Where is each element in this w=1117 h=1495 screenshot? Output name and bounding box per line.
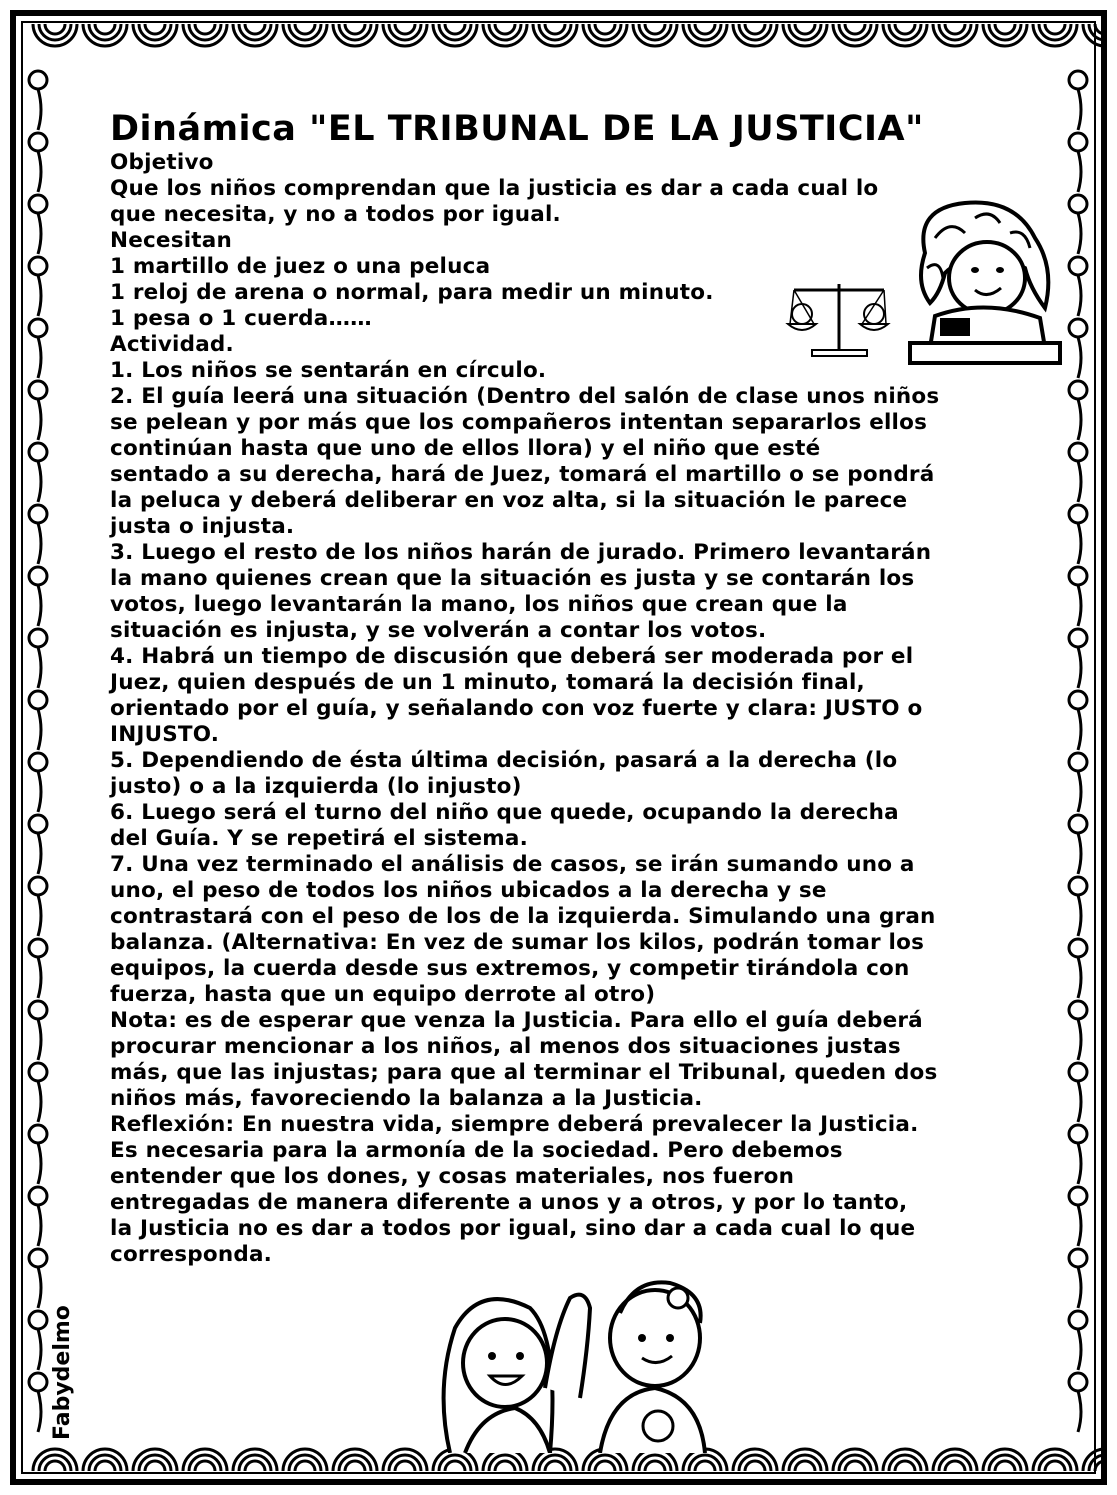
scallop-arc (1045, 24, 1065, 34)
text-line: justa o injusta. (110, 514, 295, 539)
curl-ornament (29, 1311, 47, 1329)
curl-border-left (29, 71, 47, 1432)
text-line: Actividad. (110, 332, 234, 357)
curl-ornament (29, 257, 47, 275)
curl-stem (38, 957, 41, 998)
text-line: Objetivo (110, 150, 214, 175)
curl-ornament (1069, 939, 1087, 957)
curl-border-right (1069, 71, 1087, 1432)
scallop-arc (545, 24, 565, 34)
scallop-arc (145, 24, 165, 34)
curl-ornament (1069, 877, 1087, 895)
curl-stem (1078, 585, 1081, 626)
curl-stem (38, 833, 41, 874)
curl-ornament (1069, 319, 1087, 337)
curl-ornament (1069, 133, 1087, 151)
text-line: votos, luego levantarán la mano, los niños que crean que la (110, 592, 848, 617)
curl-stem (38, 523, 41, 564)
text-line: niños más, favoreciendo la balanza a la Justicia. (110, 1086, 703, 1111)
text-line: Es necesaria para la armonía de la sociedad. Pero debemos (110, 1138, 843, 1163)
text-line: se pelean y por más que los compañeros intentan separarlos ellos (110, 410, 928, 435)
scallop-arc (745, 24, 765, 34)
curl-ornament (1069, 195, 1087, 213)
curl-ornament (29, 1125, 47, 1143)
scallop-arc (845, 24, 865, 34)
curl-stem (1078, 399, 1081, 440)
curl-stem (1078, 337, 1081, 378)
curl-ornament (1069, 567, 1087, 585)
text-line: 2. El guía leerá una situación (Dentro del salón de clase unos niños (110, 384, 940, 409)
text-line: situación es injusta, y se volverán a contar los votos. (110, 618, 767, 643)
scallop-arc (895, 1461, 915, 1471)
text-line: sentado a su derecha, hará de Juez, tomará el martillo o se pondrá (110, 462, 935, 487)
text-line: orientado por el guía, y señalando con voz fuerte y clara: JUSTO o (110, 696, 923, 721)
curl-stem (1078, 957, 1081, 998)
curl-ornament (1069, 505, 1087, 523)
scallop-arc (195, 24, 215, 34)
curl-stem (1078, 1019, 1081, 1060)
curl-ornament (29, 1001, 47, 1019)
scallop-arc (495, 24, 515, 34)
curl-ornament (1069, 1373, 1087, 1391)
curl-ornament (1069, 629, 1087, 647)
curl-stem (1078, 1267, 1081, 1308)
scallop-arc (145, 1461, 165, 1471)
scallop-arc (945, 1461, 965, 1471)
text-line: 1. Los niños se sentarán en círculo. (110, 358, 547, 383)
scallop-arc (995, 1461, 1015, 1471)
scallop-arc (245, 24, 265, 34)
curl-stem (1078, 1143, 1081, 1184)
children-high-five-illustration (420, 1268, 720, 1453)
curl-ornament (29, 443, 47, 461)
curl-ornament (1069, 443, 1087, 461)
curl-stem (1078, 213, 1081, 254)
text-line: balanza. (Alternativa: En vez de sumar los kilos, podrán tomar los (110, 930, 925, 955)
text-line: 1 reloj de arena o normal, para medir un minuto. (110, 280, 714, 305)
text-line: la Justicia no es dar a todos por igual, sino dar a cada cual lo que (110, 1216, 916, 1241)
scallop-arc (45, 24, 65, 34)
curl-stem (1078, 523, 1081, 564)
document-body (110, 108, 1040, 1268)
curl-stem (38, 771, 41, 812)
curl-ornament (29, 319, 47, 337)
text-line: Necesitan (110, 228, 232, 253)
text-line: entender que los dones, y cosas materiales, nos fueron (110, 1164, 795, 1189)
text-line: Reflexión: En nuestra vida, siempre deberá prevalecer la Justicia. (110, 1112, 919, 1137)
scallop-arc (995, 24, 1015, 34)
text-line: equipos, la cuerda desde sus extremos, y competir tirándola con (110, 956, 910, 981)
text-line: 4. Habrá un tiempo de discusión que deberá ser moderada por el (110, 644, 914, 669)
curl-ornament (1069, 691, 1087, 709)
curl-stem (38, 337, 41, 378)
curl-stem (1078, 1205, 1081, 1246)
curl-ornament (29, 939, 47, 957)
curl-ornament (1069, 381, 1087, 399)
document-text (110, 150, 1040, 1268)
text-line: 7. Una vez terminado el análisis de casos, se irán sumando uno a (110, 852, 915, 877)
curl-stem (1078, 1391, 1081, 1432)
text-line: Nota: es de esperar que venza la Justicia. Para ello el guía deberá (110, 1008, 923, 1033)
curl-stem (1078, 275, 1081, 316)
scallop-arc (1045, 1461, 1065, 1471)
text-line: 6. Luego será el turno del niño que quede, ocupando la derecha (110, 800, 899, 825)
curl-ornament (1069, 1311, 1087, 1329)
curl-stem (38, 1267, 41, 1308)
curl-ornament (1069, 1249, 1087, 1267)
scallop-arc (195, 1461, 215, 1471)
curl-stem (38, 647, 41, 688)
curl-ornament (1069, 1063, 1087, 1081)
text-line: más, que las injustas; para que al terminar el Tribunal, queden dos (110, 1060, 938, 1085)
curl-ornament (29, 71, 47, 89)
curl-stem (38, 1329, 41, 1370)
curl-stem (38, 709, 41, 750)
curl-stem (1078, 151, 1081, 192)
scallop-arc (345, 24, 365, 34)
curl-ornament (29, 815, 47, 833)
scallop-arc (945, 24, 965, 34)
curl-stem (38, 1143, 41, 1184)
scallop-arc (345, 1461, 365, 1471)
text-line: corresponda. (110, 1242, 273, 1267)
text-line: la mano quienes crean que la situación es justa y se contarán los (110, 566, 915, 591)
curl-stem (1078, 1081, 1081, 1122)
curl-ornament (29, 195, 47, 213)
text-line: entregadas de manera diferente a unos y a otros, y por lo tanto, (110, 1190, 908, 1215)
curl-stem (38, 89, 41, 130)
scallop-arc (395, 24, 415, 34)
scallop-arc (445, 1461, 465, 1471)
curl-ornament (29, 1187, 47, 1205)
scallop-arc (445, 24, 465, 34)
curl-stem (38, 1081, 41, 1122)
scallop-arc (695, 1461, 715, 1471)
scallop-arc (795, 1461, 815, 1471)
curl-ornament (29, 753, 47, 771)
curl-stem (1078, 461, 1081, 502)
curl-stem (38, 151, 41, 192)
scallop-arc (245, 1461, 265, 1471)
text-line: 1 martillo de juez o una peluca (110, 254, 491, 279)
scallop-arc (45, 1461, 65, 1471)
scallop-arc (595, 24, 615, 34)
scallop-arc (95, 24, 115, 34)
scallop-arc (595, 1461, 615, 1471)
scallop-arc (795, 24, 815, 34)
curl-stem (38, 585, 41, 626)
curl-ornament (1069, 815, 1087, 833)
curl-ornament (1069, 1001, 1087, 1019)
curl-ornament (29, 567, 47, 585)
curl-stem (38, 1019, 41, 1060)
curl-ornament (1069, 753, 1087, 771)
curl-stem (38, 895, 41, 936)
scallop-arc (895, 24, 915, 34)
curl-stem (38, 275, 41, 316)
scallop-arc (695, 24, 715, 34)
curl-ornament (29, 505, 47, 523)
curl-ornament (1069, 1125, 1087, 1143)
curl-ornament (29, 1249, 47, 1267)
text-line: justo) o a la izquierda (lo injusto) (110, 774, 522, 799)
text-line: 3. Luego el resto de los niños harán de jurado. Primero levantarán (110, 540, 932, 565)
curl-ornament (29, 1063, 47, 1081)
curl-ornament (1069, 71, 1087, 89)
text-line: 5. Dependiendo de ésta última decisión, pasará a la derecha (lo (110, 748, 898, 773)
curl-stem (1078, 771, 1081, 812)
text-line: del Guía. Y se repetirá el sistema. (110, 826, 528, 851)
curl-stem (38, 1205, 41, 1246)
scallop-arc (645, 24, 665, 34)
text-line: que necesita, y no a todos por igual. (110, 202, 561, 227)
scallop-arc (545, 1461, 565, 1471)
text-line: Juez, quien después de un 1 minuto, tomará la decisión final, (110, 670, 865, 695)
scallop-arc (645, 1461, 665, 1471)
curl-stem (38, 1391, 41, 1432)
curl-stem (1078, 647, 1081, 688)
scallop-arc (395, 1461, 415, 1471)
text-line: procurar mencionar a los niños, al menos dos situaciones justas (110, 1034, 901, 1059)
curl-ornament (29, 1373, 47, 1391)
scallop-arc (845, 1461, 865, 1471)
curl-ornament (1069, 257, 1087, 275)
scallop-arc (495, 1461, 515, 1471)
curl-stem (38, 213, 41, 254)
text-line: la peluca y deberá deliberar en voz alta, si la situación le parece (110, 488, 908, 513)
curl-stem (1078, 833, 1081, 874)
text-line: continúan hasta que uno de ellos llora) y el niño que esté (110, 436, 821, 461)
text-line: uno, el peso de todos los niños ubicados a la derecha y se (110, 878, 827, 903)
scallop-arc (95, 1461, 115, 1471)
curl-ornament (29, 133, 47, 151)
text-line: contrastará con el peso de los de la izquierda. Simulando una gran (110, 904, 936, 929)
text-line: fuerza, hasta que un equipo derrote al otro) (110, 982, 656, 1007)
curl-ornament (1069, 1187, 1087, 1205)
curl-stem (38, 399, 41, 440)
curl-stem (38, 461, 41, 502)
curl-ornament (29, 629, 47, 647)
curl-ornament (29, 381, 47, 399)
text-line: INJUSTO. (110, 722, 220, 747)
curl-stem (1078, 709, 1081, 750)
scallop-arc (295, 24, 315, 34)
curl-stem (1078, 895, 1081, 936)
curl-ornament (29, 877, 47, 895)
text-line: 1 pesa o 1 cuerda…… (110, 306, 372, 331)
scallop-arc (745, 1461, 765, 1471)
document-title: Dinámica "EL TRIBUNAL DE LA JUSTICIA" (110, 109, 924, 149)
scallop-border-top (33, 24, 1107, 46)
curl-ornament (29, 691, 47, 709)
curl-stem (1078, 1329, 1081, 1370)
author-credit-text: Fabydelmo (50, 1305, 75, 1440)
curl-stem (1078, 89, 1081, 130)
text-line: Que los niños comprendan que la justicia es dar a cada cual lo (110, 176, 879, 201)
scallop-arc (295, 1461, 315, 1471)
author-credit (50, 1290, 80, 1440)
